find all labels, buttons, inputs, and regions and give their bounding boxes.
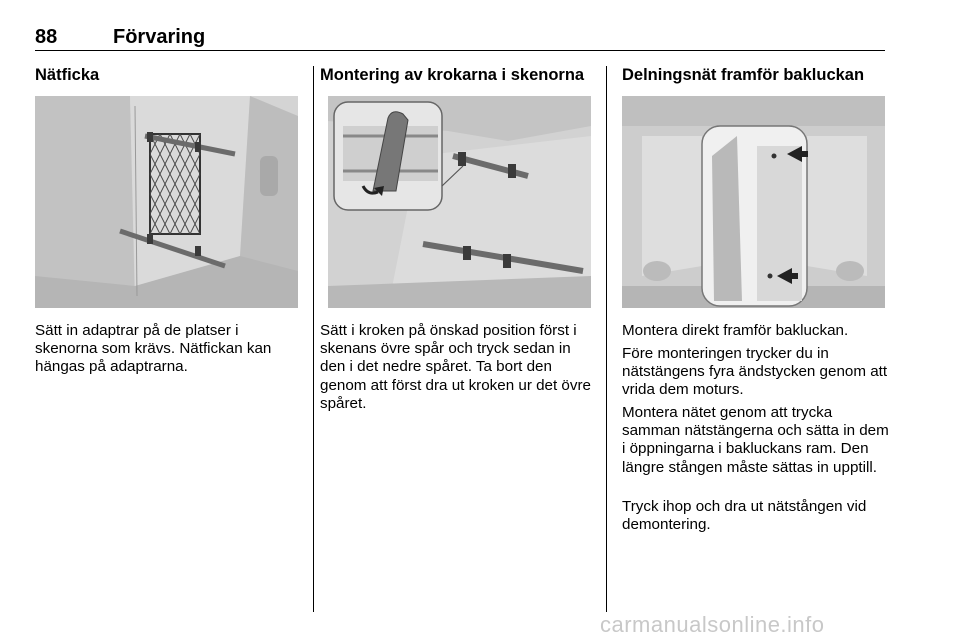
column-divider-2	[606, 66, 607, 612]
figure-net-pocket	[35, 96, 298, 308]
paragraph-divider-net-4: Tryck ihop och dra ut nätstången vid demontering.	[622, 498, 867, 534]
paragraph-divider-net-1: Montera direkt framför bakluckan.	[622, 322, 849, 339]
paragraph-divider-net-2: Före monteringen trycker du in nätstängens fyra ändstycken genom att vrida dem moturs.	[622, 345, 888, 399]
page-header-title: Förvaring	[113, 26, 206, 48]
paragraph-net-pocket: Sätt in adaptrar på de platser i skenorna som krävs. Nätfickan kan hängas på adaptrarna.	[35, 322, 272, 376]
page-number: 88	[35, 26, 58, 48]
paragraph-divider-net-3: Montera nätet genom att trycka samman nätstängerna och sätta in dem i öppningarna i bakluckans ram. Den längre stången måste sättas in upptill.	[622, 404, 889, 476]
section-title-divider-net: Delningsnät framför bakluckan	[622, 66, 865, 84]
section-title-hook-mounting: Montering av krokarna i skenorna	[320, 66, 585, 84]
paragraph-hook-mounting: Sätt i kroken på önskad position först i skenans övre spår och tryck sedan in den i det nedre spåret. Ta bort den genom att först dra ut kroken ur det övre spåret.	[320, 322, 591, 412]
column-divider-1	[313, 66, 314, 612]
figure-divider-net	[622, 96, 885, 308]
header-rule	[35, 50, 885, 51]
section-title-net-pocket: Nätficka	[35, 66, 100, 84]
figure-hook-mounting	[328, 96, 591, 308]
footer-watermark: carmanualsonline.info	[600, 612, 825, 637]
